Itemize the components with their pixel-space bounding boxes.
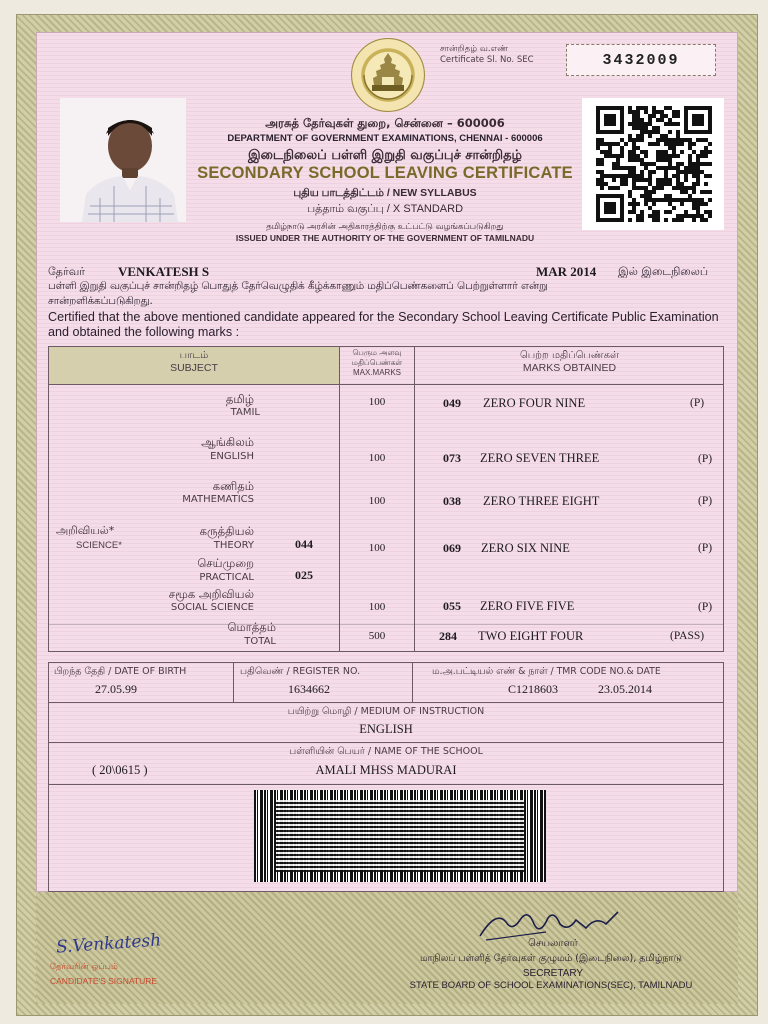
cert-sl-label-ta: சான்றிதழ் வ.எண் [440, 44, 509, 54]
marks-obtained-header-en: MARKS OBTAINED [522, 362, 617, 374]
tmr-code-value: C1218603 [508, 682, 559, 696]
total-label-en: TOTAL [244, 636, 276, 647]
marks-words: ZERO FIVE FIVE [480, 599, 575, 613]
science-label-ta: அறிவியல்* [56, 524, 115, 537]
tmr-label: ம.அ.பட்டியல் எண் & நாள் / TMR CODE NO.& DATE [432, 666, 661, 677]
tamilnadu-emblem-icon [351, 38, 425, 112]
subject-name-en: MATHEMATICS [182, 494, 254, 505]
total-marks: 284 [439, 629, 457, 643]
candidate-sig-label-en: CANDIDATE'S SIGNATURE [50, 976, 158, 986]
marks-obtained-header-ta: பெற்ற மதிப்பெண்கள் [519, 350, 620, 361]
marks-words: ZERO THREE EIGHT [483, 494, 600, 508]
cert-sl-label-en: Certificate Sl. No. SEC [440, 55, 534, 65]
theory-label-en: THEORY [213, 540, 254, 551]
school-label: பள்ளியின் பெயர் / NAME OF THE SCHOOL [289, 746, 483, 757]
secretary-title-ta: செயலாளர் [528, 938, 578, 949]
medium-label: பயிற்று மொழி / MEDIUM OF INSTRUCTION [287, 706, 485, 717]
subject-header-ta: பாடம் [179, 350, 209, 361]
authority-en: ISSUED UNDER THE AUTHORITY OF THE GOVERNMENT OF TAMILNADU [235, 233, 535, 243]
secretary-title-en: SECRETARY [522, 968, 584, 979]
max-marks: 100 [368, 542, 386, 554]
subject-name-ta: சமூக அறிவியல் [168, 587, 254, 601]
result-badge: (P) [690, 397, 705, 409]
subject-name-ta: தமிழ் [225, 392, 254, 406]
subject-name-en: ENGLISH [210, 451, 254, 462]
max-marks: 100 [368, 601, 386, 613]
dept-name-ta: அரசுத் தேர்வுகள் துறை, சென்னை – 600006 [265, 116, 505, 130]
practical-label-ta: செய்முறை [197, 556, 254, 570]
regno-value: 1634662 [288, 682, 330, 696]
medium-value: ENGLISH [359, 722, 413, 736]
max-marks-header-ta: பெரும அளவு மதிப்பெண்கள் [351, 348, 403, 367]
dob-value: 27.05.99 [95, 682, 137, 696]
total-max-marks: 500 [368, 630, 386, 642]
certificate-serial-number: 3432009 [566, 44, 716, 76]
certificate-title-ta: இடைநிலைப் பள்ளி இறுதி வகுப்புச் சான்றிதழ் [247, 148, 523, 163]
exam-session: MAR 2014 [536, 264, 597, 279]
marks-obtained-header [415, 350, 724, 374]
total-words: TWO EIGHT FOUR [478, 629, 584, 643]
max-marks: 100 [368, 495, 386, 507]
syllabus-label: புதிய பாடத்திட்டம் / NEW SYLLABUS [293, 187, 477, 199]
max-marks: 100 [368, 452, 386, 464]
header-block [190, 116, 580, 243]
subject-header-en: SUBJECT [170, 362, 218, 374]
certificate-title-en: SECONDARY SCHOOL LEAVING CERTIFICATE [197, 164, 573, 182]
science-label-en: SCIENCE* [76, 540, 122, 551]
subject-name-en: TAMIL [230, 407, 260, 418]
theory-marks: 044 [295, 537, 313, 551]
max-marks-header [340, 348, 414, 378]
marks-words: ZERO SIX NINE [481, 541, 570, 555]
marks-value: 055 [443, 599, 461, 613]
tmr-date-value: 23.05.2014 [598, 682, 652, 696]
max-marks: 100 [368, 396, 386, 408]
school-code: ( 20\0615 ) [92, 763, 148, 777]
practical-label-en: PRACTICAL [199, 572, 254, 583]
certified-statement: Certified that the above mentioned candidate appeared for the Secondary School Leaving Certificate Public Examination and obtained the following marks : [48, 310, 719, 339]
cert-sl-label [440, 44, 562, 66]
barcode [254, 790, 546, 882]
dept-name-en: DEPARTMENT OF GOVERNMENT EXAMINATIONS, CHENNAI - 600006 [227, 133, 543, 144]
candidate-prefix: தேர்வர் [48, 265, 85, 278]
total-result: (PASS) [670, 630, 705, 642]
standard-label: பத்தாம் வகுப்பு / X STANDARD [306, 203, 464, 215]
qr-code [582, 98, 724, 230]
authority-ta: தமிழ்நாடு அரசின் அதிகாரத்திற்கு உட்பட்டு வழங்கப்படுகிறது [266, 222, 504, 232]
marks-value: 049 [443, 396, 461, 410]
regno-label: பதிவெண் / REGISTER NO. [240, 666, 361, 677]
theory-label-ta: கருத்தியல் [199, 524, 254, 538]
subject-name-ta: ஆங்கிலம் [201, 435, 254, 449]
candidate-photo [60, 98, 186, 222]
result-badge: (P) [698, 495, 713, 507]
candidate-sig-label-ta: தேர்வரின் ஒப்பம் [50, 962, 118, 972]
marks-value: 038 [443, 494, 461, 508]
school-name: AMALI MHSS MADURAI [315, 763, 457, 777]
dob-label: பிறந்த தேதி / DATE OF BIRTH [54, 666, 187, 677]
marks-value: 069 [443, 541, 461, 555]
candidate-suffix: இல் இடைநிலைப் [618, 265, 709, 278]
board-name-en: STATE BOARD OF SCHOOL EXAMINATIONS(SEC), TAMILNADU [409, 980, 693, 991]
total-label-ta: மொத்தம் [227, 620, 276, 634]
result-badge: (P) [698, 542, 713, 554]
max-marks-header-en: MAX.MARKS [352, 368, 401, 377]
marks-value: 073 [443, 451, 461, 465]
subject-name-ta: கணிதம் [212, 479, 254, 493]
result-badge: (P) [698, 601, 713, 613]
marks-words: ZERO FOUR NINE [483, 396, 586, 410]
marks-words: ZERO SEVEN THREE [480, 451, 600, 465]
subject-name-en: SOCIAL SCIENCE [170, 602, 254, 613]
candidate-line3: சான்றளிக்கப்படுகிறது. [48, 295, 153, 307]
board-name-ta: மாநிலப் பள்ளித் தேர்வுகள் குழுமம் (இடைநிலை), தமிழ்நாடு [419, 953, 682, 964]
candidate-signature: S.Venkatesh [55, 930, 162, 958]
result-badge: (P) [698, 453, 713, 465]
practical-marks: 025 [295, 568, 313, 582]
subject-header [49, 350, 339, 374]
candidate-line2: பள்ளி இறுதி வகுப்புச் சான்றிதழ் பொதுத் தேர்வெழுதிக் கீழ்க்காணும் மதிப்பெண்களைப் பெற்றுள்ளார் என்று [48, 280, 548, 292]
candidate-name: VENKATESH S [118, 264, 210, 279]
